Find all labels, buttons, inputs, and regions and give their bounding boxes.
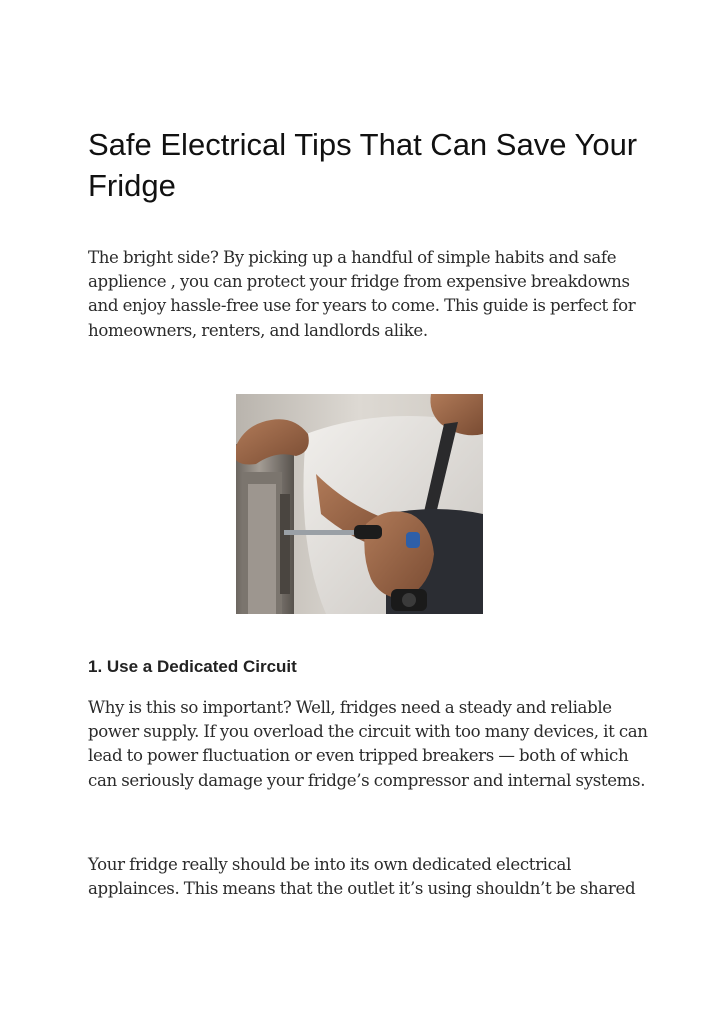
technician-repairing-fridge-photo bbox=[236, 394, 483, 614]
page-title: Safe Electrical Tips That Can Save Your Fridge bbox=[88, 127, 638, 203]
intro-paragraph: The bright side? By picking up a handful of simple habits and safe applience , you can protect your fridge from expensive breakdowns and enjoy hassle-free use for years to come. This guide is perfect for homeowners, renters, and landlords alike. bbox=[88, 248, 636, 340]
section-paragraph-dedicated: Your fridge really should be into its own dedicated electrical applainces. This means that the outlet it’s using shouldn’t be shared bbox=[88, 855, 636, 899]
section-paragraph-why: Why is this so important? Well, fridges need a steady and reliable power supply. If you overload the circuit with too many devices, it can lead to power fluctuation or even tripped breakers — both of which can seriously damage your fridge’s compressor and internal systems. bbox=[88, 698, 648, 790]
section-heading-dedicated-circuit: 1. Use a Dedicated Circuit bbox=[88, 657, 297, 676]
